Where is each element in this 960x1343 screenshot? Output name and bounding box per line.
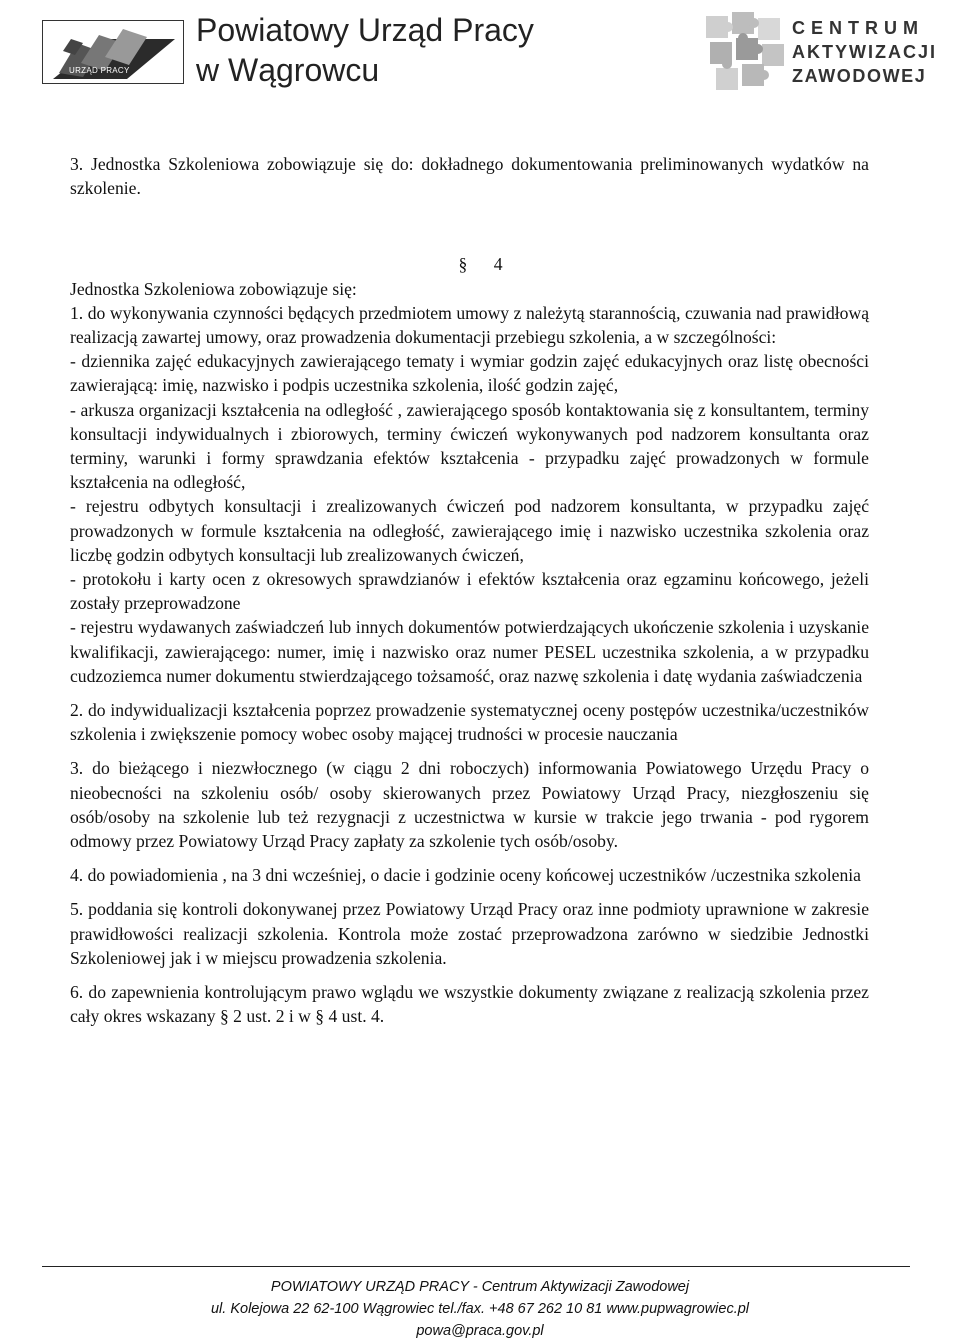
paragraph-2: 2. do indywidualizacji kształcenia poprzez prowadzenie systematycznej oceny postępów uczestnika/uczestników szkolenia i zwiększenie pomocy wobec osoby mającej trudności w procesie nauczania [70,700,869,745]
paragraph-1: 1. do wykonywania czynności będących przedmiotem umowy z należytą starannością, czuwania nad prawidłową realizacją zawartej umowy, oraz prowadzenia dokumentacji przebiegu szkolenia, a w szczególności: [70,302,869,348]
page-footer [0,1276,960,1342]
list-item-rejestr-konsultacji: - rejestru odbytych konsultacji i zrealizowanych ćwiczeń pod nadzorem konsultanta, w przypadku zajęć prowadzonych w formule kształcenia na odległość, zawierającego imię i nazwisko uczestnika szkolenia oraz liczbę godzin odbytych konsultacji lub zrealizowanych ćwiczeń, [70,496,869,565]
list-item-dziennik: - dziennika zajęć edukacyjnych zawierającego tematy i wymiar godzin zajęć edukacyjnych oraz listę obecności zawierającą: imię, nazwisko i podpis uczestnika szkolenia, ilość godzin zajęć, [70,351,869,396]
section-number: 4 [493,254,503,275]
paragraph-3: 3. do bieżącego i niezwłocznego (w ciągu 2 dni roboczych) informowania Powiatowego Urzędu Pracy o nieobecności na szkoleniu osób/ osoby skierowanych przez Powiatowy Urząd Pracy, niezgłoszeniu się osób/osoby na szkolenie lub też rezygnacji z uczestnictwa w kursie w trakcie jego trwania - pod rygorem odmowy przez Powiatowy Urząd Pracy zapłaty za szkolenie tych osób/osoby. [70,758,869,852]
list-item-protokol: - protokołu i karty ocen z okresowych sprawdzianów i efektów kształcenia oraz egzaminu końcowego, jeżeli zostały przeprowadzone [70,569,869,614]
logo-right-line2: AKTYWIZACJI [792,42,937,62]
section-symbol: § [458,254,468,275]
footer-divider [42,1266,910,1267]
paragraph-4: 4. do powiadomienia , na 3 dni wcześniej, o dacie i godzinie oceny końcowej uczestników /uczestnika szkolenia [70,865,861,886]
organization-title-line2: w Wągrowcu [196,52,380,88]
list-item-arkusz: - arkusza organizacji kształcenia na odległość , zawierającego sposób kontaktowania się z konsultantem, terminy konsultacji indywidualnych i zbiorowych, terminy ćwiczeń wykonywanych pod nadzorem konsultanta oraz terminy, warunki i formy sprawdzania efektów kształcenia - przypadku zajęć prowadzonych w formule kształcenia na odległość, [70,399,869,493]
logo-right-line3: ZAWODOWEJ [792,66,927,86]
urzad-pracy-logo [42,20,184,84]
section-lead: Jednostka Szkoleniowa zobowiązuje się: [70,278,357,299]
organization-title-line1: Powiatowy Urząd Pracy [196,12,534,48]
puzzle-icon [702,8,792,98]
centrum-aktywizacji-logo [702,8,952,98]
section-heading [70,252,869,276]
list-item-rejestr-zaswiadczen: - rejestru wydawanych zaświadczeń lub innych dokumentów potwierdzających ukończenie szkolenia i uzyskanie kwalifikacji, zawierającego: numer, imię i nazwisko oraz numer PESEL uczestnika szkolenia, a w przypadku cudzoziemca numer dokumentu stwierdzającego tożsamość, oraz nazwę szkolenia i datę wydania zaświadczenia [70,617,869,686]
document-body [70,152,869,1029]
paragraph-3-intro: 3. Jednostka Szkoleniowa zobowiązuje się do: dokładnego dokumentowania preliminowanych wydatków na szkolenie. [70,154,869,199]
organization-title [196,10,676,90]
urzad-pracy-logo-text: URZĄD PRACY [69,66,130,75]
footer-line3: powa@praca.gov.pl [416,1323,544,1339]
footer-line2: ul. Kolejowa 22 62-100 Wągrowiec tel./fax. +48 67 262 10 81 www.pupwagrowiec.pl [210,1301,750,1317]
footer-line1: POWIATOWY URZĄD PRACY - Centrum Aktywizacji Zawodowej [270,1279,690,1295]
paragraph-5: 5. poddania się kontroli dokonywanej przez Powiatowy Urząd Pracy oraz inne podmioty uprawnione w zakresie prawidłowości realizacji szkolenia. Kontrola może zostać przeprowadzona zarówno w siedzibie Jednostki Szkoleniowej jak i w miejscu prowadzenia szkolenia. [70,899,869,968]
page-header [0,0,960,110]
paragraph-6: 6. do zapewnienia kontrolującym prawo wglądu we wszystkie dokumenty związane z realizacją szkolenia przez cały okres wskazany § 2 ust. 2 i w § 4 ust. 4. [70,982,869,1027]
logo-right-line1: CENTRUM [792,18,924,38]
